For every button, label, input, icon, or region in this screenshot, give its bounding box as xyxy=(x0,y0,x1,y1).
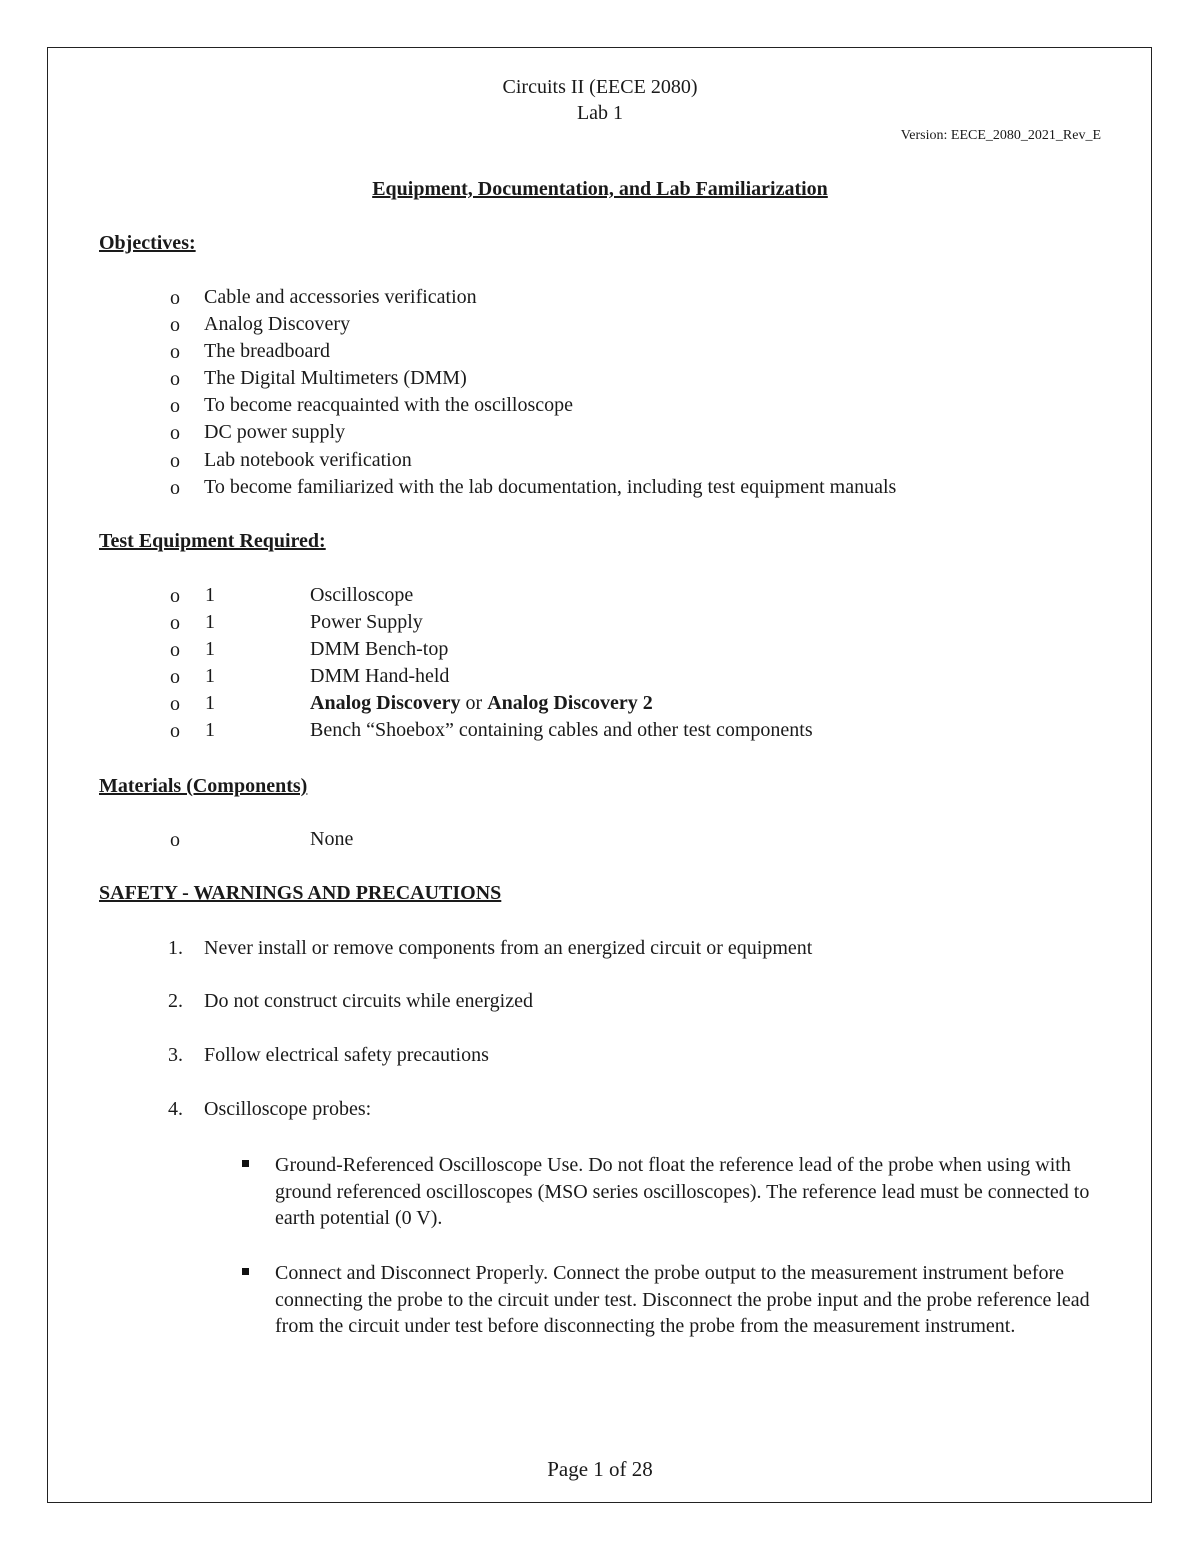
bullet-marker: o xyxy=(170,314,180,336)
objective-text: To become reacquainted with the oscilloscope xyxy=(204,394,574,416)
square-bullet-icon xyxy=(242,1268,249,1275)
bullet-marker: o xyxy=(170,422,180,444)
safety-heading: SAFETY - WARNINGS AND PRECAUTIONS xyxy=(99,882,502,904)
bullet-marker: o xyxy=(170,639,180,661)
item-number: 4. xyxy=(168,1098,183,1120)
item-number: 2. xyxy=(168,990,183,1012)
objectives-heading: Objectives: xyxy=(99,232,196,254)
equipment-name: Bench “Shoebox” containing cables and other test components xyxy=(310,719,813,741)
equipment-heading: Test Equipment Required: xyxy=(99,530,326,552)
analog-discovery-label: Analog Discovery xyxy=(310,692,461,714)
bullet-marker: o xyxy=(170,829,180,851)
equipment-name: Oscilloscope xyxy=(310,584,414,606)
probe-paragraph: Ground-Referenced Oscilloscope Use. Do not float the reference lead of the probe when using with ground referenced oscilloscopes (MSO series oscilloscopes). The reference lead must be connected to earth potential (0 V). xyxy=(275,1154,1090,1229)
bullet-marker: o xyxy=(170,341,180,363)
objective-text: DC power supply xyxy=(204,421,346,443)
equipment-qty: 1 xyxy=(205,665,215,687)
equipment-qty: 1 xyxy=(205,692,215,714)
version-label: Version: EECE_2080_2021_Rev_E xyxy=(900,128,1101,143)
course-title: Circuits II (EECE 2080) xyxy=(502,76,698,98)
analog-discovery-2-label: Analog Discovery 2 xyxy=(487,692,653,714)
objective-text: Cable and accessories verification xyxy=(204,286,477,308)
equipment-name: Power Supply xyxy=(310,611,423,633)
objective-text: The breadboard xyxy=(204,340,331,362)
bullet-marker: o xyxy=(170,395,180,417)
equipment-qty: 1 xyxy=(205,611,215,633)
equipment-name: DMM Hand-held xyxy=(310,665,450,687)
item-number: 3. xyxy=(168,1044,183,1066)
page-number: Page 1 of 28 xyxy=(547,1457,653,1481)
bullet-marker: o xyxy=(170,585,180,607)
bullet-marker: o xyxy=(170,666,180,688)
equipment-qty: 1 xyxy=(205,719,215,741)
equipment-name: DMM Bench-top xyxy=(310,638,449,660)
objective-text: To become familiarized with the lab documentation, including test equipment manuals xyxy=(204,476,897,498)
square-bullet-icon xyxy=(242,1160,249,1167)
bullet-marker: o xyxy=(170,612,180,634)
bullet-marker: o xyxy=(170,693,180,715)
item-number: 1. xyxy=(168,937,183,959)
or-connector: or xyxy=(460,692,488,714)
objective-text: Analog Discovery xyxy=(204,313,351,335)
bullet-marker: o xyxy=(170,477,180,499)
safety-text: Follow electrical safety precautions xyxy=(204,1044,489,1066)
safety-text: Never install or remove components from an energized circuit or equipment xyxy=(204,937,813,959)
equipment-qty: 1 xyxy=(205,638,215,660)
safety-text: Do not construct circuits while energized xyxy=(204,990,533,1012)
safety-text: Oscilloscope probes: xyxy=(204,1098,372,1120)
bullet-marker: o xyxy=(170,720,180,742)
equipment-qty: 1 xyxy=(205,584,215,606)
document-title: Equipment, Documentation, and Lab Familiarization xyxy=(372,178,828,200)
probe-paragraph: Connect and Disconnect Properly. Connect the probe output to the measurement instrument before connecting the probe to the circuit under test. Disconnect the probe input and the probe reference lead from the circuit under test before disconnecting the probe from the measurement instrument. xyxy=(275,1262,1090,1337)
equipment-name xyxy=(310,692,653,715)
bullet-marker: o xyxy=(170,450,180,472)
bullet-marker: o xyxy=(170,287,180,309)
objective-text: The Digital Multimeters (DMM) xyxy=(204,367,467,389)
lab-number: Lab 1 xyxy=(576,102,624,124)
objective-text: Lab notebook verification xyxy=(204,449,412,471)
materials-item: None xyxy=(310,828,354,850)
bullet-marker: o xyxy=(170,368,180,390)
materials-heading: Materials (Components) xyxy=(99,775,308,797)
